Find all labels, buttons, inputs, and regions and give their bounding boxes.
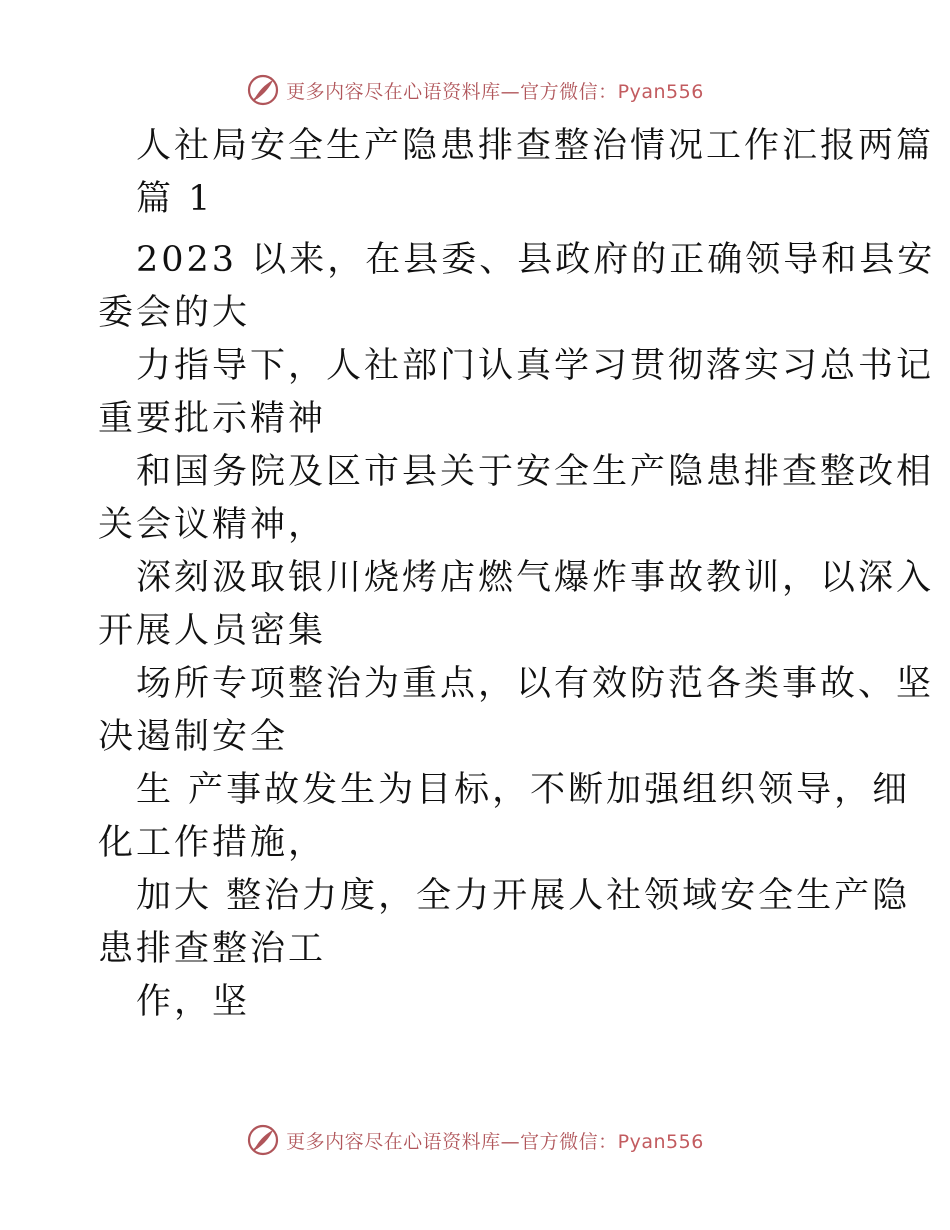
- text-line: 决遏制安全: [98, 717, 289, 757]
- quill-pen-logo-icon: [246, 1123, 280, 1157]
- text-line: 深刻汲取银川烧烤店燃气爆炸事故教训，以深入: [136, 558, 935, 598]
- text-line: 和国务院及区市县关于安全生产隐患排查整改相: [136, 452, 935, 492]
- text-line: 重要批示精神: [98, 399, 327, 439]
- section-heading: 篇 1: [136, 179, 214, 219]
- paragraph-lines: [98, 234, 936, 1029]
- banner-label: 更多内容尽在心语资料库—官方微信：: [286, 80, 618, 103]
- header-banner: [0, 70, 950, 110]
- text-line: 患排查整治工: [98, 929, 327, 969]
- wechat-id: Pyan556: [617, 80, 704, 103]
- banner-text: [286, 77, 704, 104]
- text-line: 作，坚: [136, 982, 251, 1022]
- text-line: 关会议精神，: [98, 505, 327, 545]
- quill-pen-logo-icon: [246, 73, 280, 107]
- text-line: 场所专项整治为重点，以有效防范各类事故、坚: [136, 664, 935, 704]
- text-line: 力指导下，人社部门认真学习贯彻落实习总书记: [136, 346, 935, 386]
- text-line: 2023 以来，在县委、县政府的正确领导和县安: [136, 240, 936, 280]
- wechat-id: Pyan556: [617, 1130, 704, 1153]
- footer-banner: [0, 1120, 950, 1160]
- text-line: 化工作措施，: [98, 823, 327, 863]
- text-line: 加大 整治力度，全力开展人社领域安全生产隐: [136, 876, 911, 916]
- document-title: 人社局安全生产隐患排查整治情况工作汇报两篇: [136, 126, 935, 166]
- text-line: 开展人员密集: [98, 611, 327, 651]
- text-line: 委会的大: [98, 293, 251, 333]
- document-body: [98, 120, 936, 1029]
- banner-label: 更多内容尽在心语资料库—官方微信：: [286, 1130, 618, 1153]
- text-line: 生 产事故发生为目标，不断加强组织领导，细: [136, 770, 911, 810]
- banner-text: [286, 1127, 704, 1154]
